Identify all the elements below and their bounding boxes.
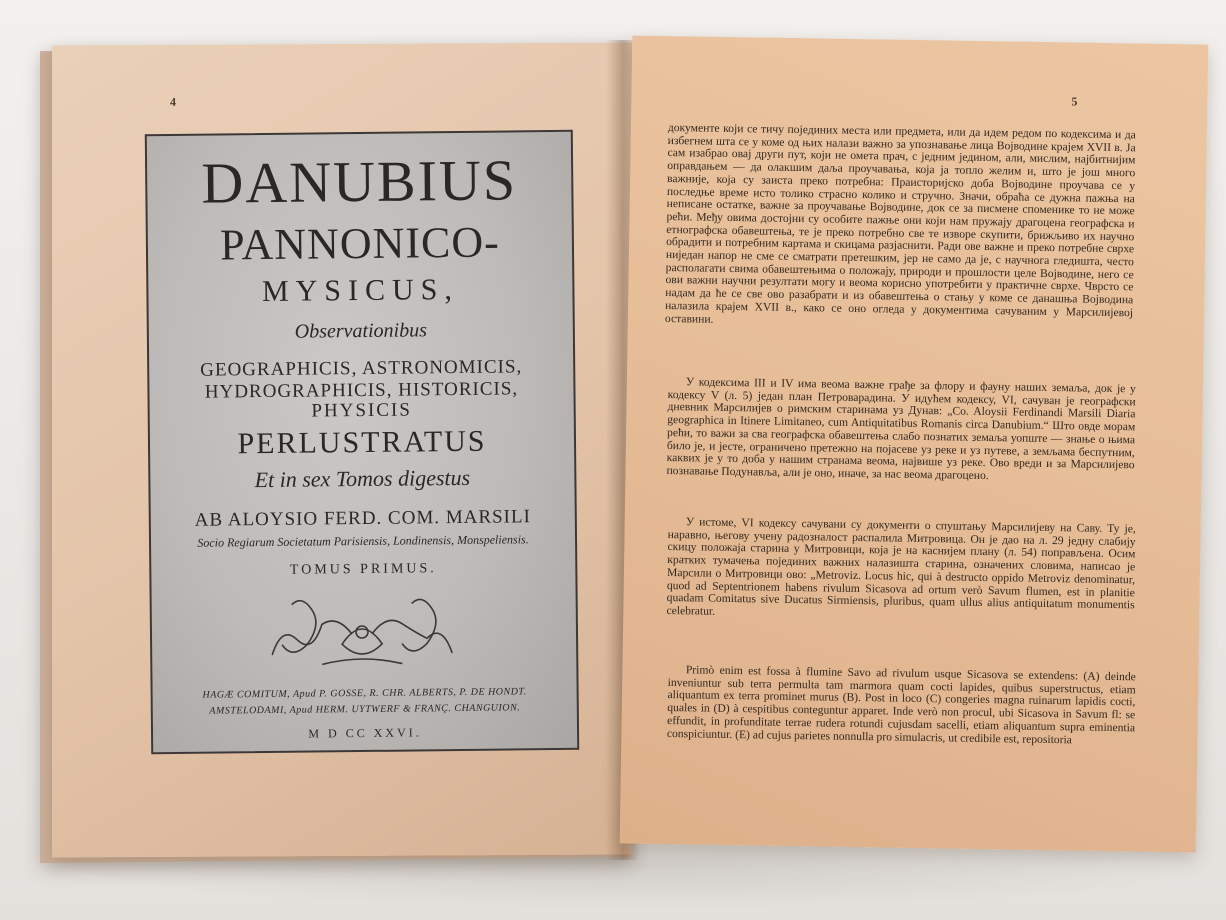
vignette-ornament <box>261 583 462 675</box>
plate-societies-line: Socio Regiarum Societatum Parisiensis, Londinensis, Monspeliensis. <box>197 532 529 550</box>
plate-subtitle-line-6: Et in sex Tomos digestus <box>254 464 471 493</box>
body-paragraph: У кодексима III и IV има веома важне грађе за флору и фауну наших земаља, док је у кодексу V (л. 5) један план Петроварадина. У идућем кодексу, VI, сачуван је географски дневник Марсилијев о римским старинама уз Дунав: „Co. Aloysii Ferdinandi Marsili Diaria geographica in Itinere Limitaneo, cum Antiquitatibus Romanis circa Danubium.“ Што овде морам рећи, то важи за сва географска обавештења слабо познатих земаља уопште — знање о њима било је, и јесте, ограничено претежно на појасеве уз реке и уз путеве, а земљама беспутним, каквих је у то доба у нашим странама веома, највише уз реке. Ово вреди и за Марсилијево познавање Подунавља, али је оно, иначе, за нас веома драгоцено. <box>666 375 1136 482</box>
plate-subtitle-line-5: PERLUSTRATUS <box>237 424 487 461</box>
title-page-plate <box>145 130 579 754</box>
plate-author-line: AB ALOYSIO FERD. COM. MARSILI <box>194 506 531 531</box>
body-paragraph: документе који се тичу појединих места или предмета, или да идем редом по кодексима и да избегнем шта се у коме од њих налази важно за упознавање лица Војводине крајем XVII в. Ја сам изабрао овај други пут, који не омета прач, с једним једином, али, мислим, најбитнијим оправдањем — да олакшим даља проучавања, која ја топло желим и, што је још много важније, која су заиста преко потребна: Праисторијско доба Војводине проучава се у последње време исто толико страсно колико и стручно. Значи, обраћа се дужна пажња на неписане остатке, важне за проучавање Војводине, док се за писмене споменике то не може рећи. Међу овима достојни су особите пажње они који нам пружају драгоцена географска и етнографска обавештења, те је преко потребно све те изворе скупити, брижљиво их научно обрадити и потребним картама и скицама разјаснити. Ради ове важне и преко потребне сврхе ниједан напор не сме се сматрати претешким, јер не само да је, с научнога гледишта, често располагати свима обавештењима о положају, природи и прошлости целе Војводине, него се ови важни научни резултати могу и веома корисно употребити у практичне сврхе. Чврсто се надам да ће се све ово разабрати и из обавештења о стању у коме се данашња Војводина налазила крајем XVII в., како се оно огледа у документима сачуваним у Марсилијевој оставини. <box>664 121 1136 326</box>
plate-imprint-line-2: AMSTELODAMI, Apud HERM. UYTWERF & FRANÇ. CHANGUION. <box>209 702 521 717</box>
plate-volume-line: TOMUS PRIMUS. <box>289 561 437 578</box>
left-page-number: 4 <box>170 94 176 109</box>
plate-subtitle-line-3: HYDROGRAPHICIS, HISTORICIS, <box>204 378 519 403</box>
plate-subtitle-line-4: PHYSICIS <box>311 399 413 422</box>
body-paragraph: У истоме, VI кодексу сачувани су документи о спуштању Марсилијеву на Саву. Ту је, наравно, његову учену радозналост распалила Митровица. Он је дао на л. 29 једну слабију скицу положаја старина у Митровици, која је на каснијем плану (л. 54) поправљена. Осим кратких тумачења појединих важних налазишта старина, означених словима, написао је Марсили о Митровици ово: „Metroviz. Locus hic, qui à destructo oppido Metroviz denominatur, quod ad Septentrionem habens rivulum Sicasova ad ortum verò Savum flumen, est in planitie quadam Comitatus sive Ducatus Sirmiensis, pluribus, quam ullus alius antiquitatum monumentis celebratur. <box>666 515 1136 618</box>
body-paragraph: Primò enim est fossa à flumine Savo ad rivulum usque Sicasova se extendens: (A) deinde inveniuntur sub terra permulta tam marmora quam cocti lapides, quibus superstructus, etiam aliquantum ex terra prominet murus (B). Post in loco (C) congeries magna ruinarum lapidis cocti, quales in (D) à cespitibus conteguntur apparet. Inde verò non procul, ubi Sicasova in Savum fl: se effundit, in profunditate terrae rudera rotundi cujusdam sacelli, etiam aliquantum supra eminentia conspiciuntur. (E) ad cujus parietes nonnulla pro simulacris, ut credibile est, repositoria <box>666 663 1136 746</box>
plate-title-line-3: MYSICUS, <box>261 272 460 309</box>
plate-year-line: M D CC XXVI. <box>308 725 422 741</box>
plate-imprint-line-1: HAGÆ COMITUM, Apud P. GOSSE, R. CHR. ALBERTS, P. DE HONDT. <box>202 686 527 701</box>
plate-title-line-2: PANNONICO- <box>219 217 501 270</box>
plate-title-line-1: DANUBIUS <box>201 147 518 216</box>
plate-subtitle-line-2: GEOGRAPHICIS, ASTRONOMICIS, <box>200 356 523 381</box>
right-page-number: 5 <box>1071 94 1078 109</box>
plate-subtitle-line-1: Observationibus <box>294 319 428 343</box>
